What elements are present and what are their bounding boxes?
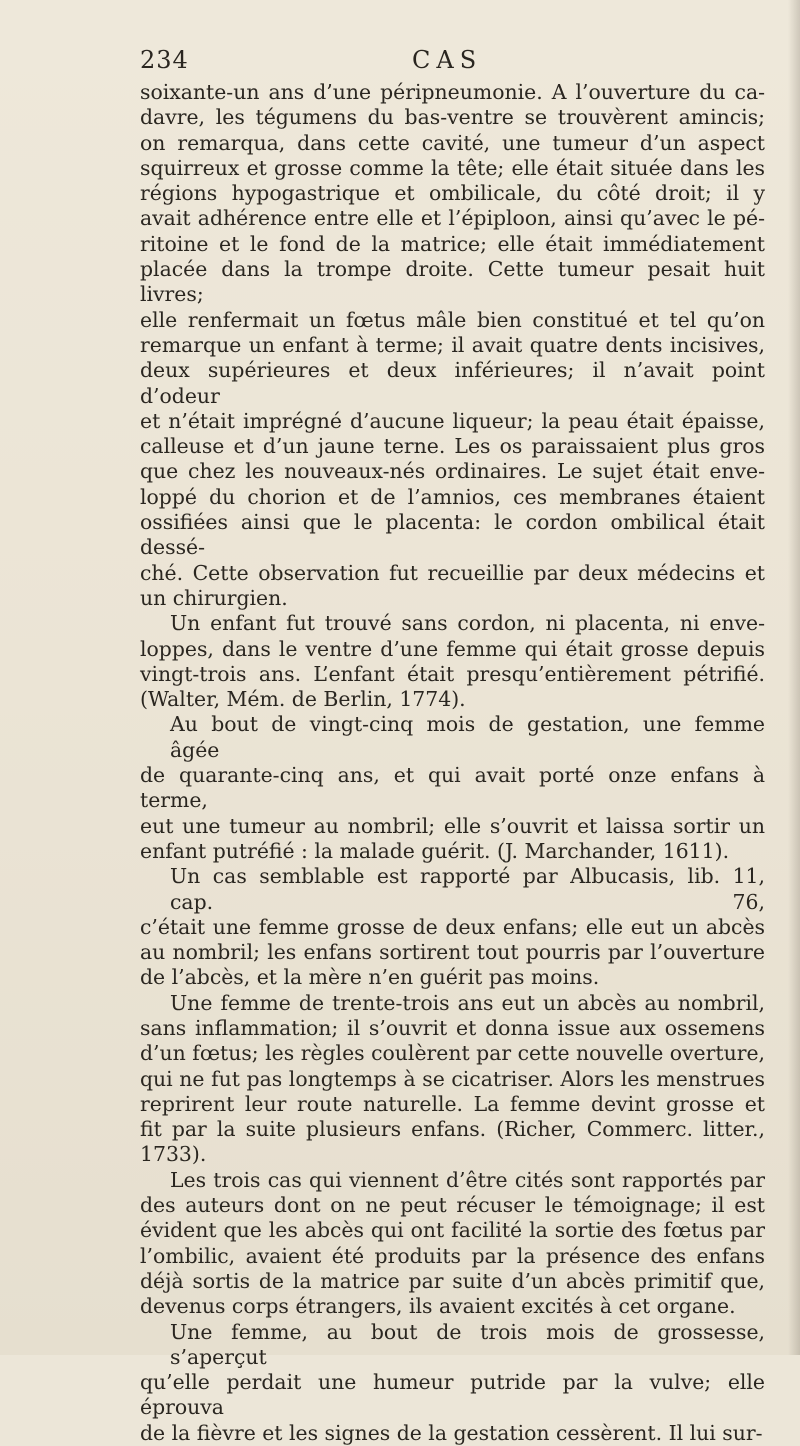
text-line: l’ombilic, avaient été produits par la présence des enfans: [140, 1243, 765, 1268]
text-line: sans inflammation; il s’ouvrit et donna issue aux ossemens: [140, 1015, 765, 1040]
paragraph: [140, 1168, 765, 1320]
text-line: reprirent leur route naturelle. La femme devint grosse et: [140, 1091, 765, 1116]
text-line: des auteurs dont on ne peut récuser le témoignage; il est: [140, 1193, 765, 1218]
text-line: ritoine et le fond de la matrice; elle était immédiatement: [140, 231, 765, 256]
text-line: qu’elle perdait une humeur putride par la vulve; elle éprouva: [140, 1370, 765, 1420]
text-line: Les trois cas qui viennent d’être cités sont rapportés par: [170, 1167, 765, 1192]
text-line: soixante-un ans d’une péripneumonie. A l’ouverture du ca-: [140, 80, 765, 104]
text-line: (Walter, Mém. de Berlin, 1774).: [140, 687, 466, 712]
text-line: c’était une femme grosse de deux enfans; elle eut un abcès: [140, 914, 765, 939]
text-line: calleuse et d’un jaune terne. Les os paraissaient plus gros: [140, 434, 765, 459]
text-line: on remarqua, dans cette cavité, une tumeur d’un aspect: [140, 130, 765, 155]
paragraph: [140, 712, 765, 864]
text-line: vingt-trois ans. L’enfant était presqu’entièrement pétrifié.: [140, 661, 765, 686]
page-header: [140, 46, 765, 78]
text-line: Une femme de trente-trois ans eut un abcès au nombril,: [170, 990, 765, 1015]
text-line: Une femme, au bout de trois mois de grossesse, s’aperçut: [170, 1319, 765, 1369]
running-head: CAS: [412, 46, 483, 74]
text-line: avait adhérence entre elle et l’épiploon, ainsi qu’avec le pé-: [140, 206, 765, 231]
text-line: ossifiées ainsi que le placenta: le cordon ombilical était dessé-: [140, 510, 765, 560]
text-line: Au bout de vingt-cinq mois de gestation, une femme âgée: [170, 712, 765, 762]
text-line: Un enfant fut trouvé sans cordon, ni placenta, ni enve-: [170, 611, 765, 636]
text-line: devenus corps étrangers, ils avaient excités à cet organe.: [140, 1294, 736, 1319]
text-line: un chirurgien.: [140, 585, 288, 610]
text-line: Un cas semblable est rapporté par Albucasis, lib. 11, cap. 76,: [170, 864, 765, 914]
page-number: 234: [140, 46, 189, 74]
text-line: davre, les tégumens du bas-ventre se trouvèrent amincis;: [140, 105, 765, 130]
text-line: loppé du chorion et de l’amnios, ces membranes étaient: [140, 484, 765, 509]
text-line: deux supérieures et deux inférieures; il n’avait point d’odeur: [140, 358, 765, 408]
page-body: [140, 80, 765, 1446]
text-line: ché. Cette observation fut recueillie par deux médecins et: [140, 560, 765, 585]
paragraph: [140, 611, 765, 712]
text-line: évident que les abcès qui ont facilité la sortie des fœtus par: [140, 1218, 765, 1243]
paragraph: [140, 80, 765, 611]
text-line: régions hypogastrique et ombilicale, du côté droit; il y: [140, 181, 765, 206]
paragraph: [140, 991, 765, 1168]
text-line: qui ne fut pas longtemps à se cicatriser. Alors les menstrues: [140, 1066, 765, 1091]
text-line: eut une tumeur au nombril; elle s’ouvrit et laissa sortir un: [140, 813, 765, 838]
paragraph: [140, 1320, 765, 1446]
text-line: enfant putréfié : la malade guérit. (J. Marchander, 1611).: [140, 838, 730, 863]
text-line: fit par la suite plusieurs enfans. (Richer, Commerc. litter.,: [140, 1117, 765, 1142]
text-line: au nombril; les enfans sortirent tout pourris par l’ouverture: [140, 940, 765, 965]
text-line: placée dans la trompe droite. Cette tumeur pesait huit livres;: [140, 257, 765, 307]
text-line: loppes, dans le ventre d’une femme qui était grosse depuis: [140, 636, 765, 661]
page-edge-shadow: [788, 0, 800, 1355]
paragraph: [140, 864, 765, 990]
text-line: que chez les nouveaux-nés ordinaires. Le sujet était enve-: [140, 459, 765, 484]
text-line: de la fièvre et les signes de la gestation cessèrent. Il lui sur-: [140, 1420, 763, 1445]
text-line: 1733).: [140, 1142, 207, 1167]
text-line: de l’abcès, et la mère n’en guérit pas moins.: [140, 965, 600, 990]
text-line: elle renfermait un fœtus mâle bien constitué et tel qu’on: [140, 307, 765, 332]
text-line: et n’était imprégné d’aucune liqueur; la peau était épaisse,: [140, 408, 765, 433]
text-line: remarque un enfant à terme; il avait quatre dents incisives,: [140, 332, 765, 357]
text-line: d’un fœtus; les règles coulèrent par cette nouvelle overture,: [140, 1041, 765, 1066]
text-line: déjà sortis de la matrice par suite d’un abcès primitif que,: [140, 1268, 765, 1293]
text-line: squirreux et grosse comme la tête; elle était située dans les: [140, 155, 765, 180]
text-line: de quarante-cinq ans, et qui avait porté onze enfans à terme,: [140, 763, 765, 813]
